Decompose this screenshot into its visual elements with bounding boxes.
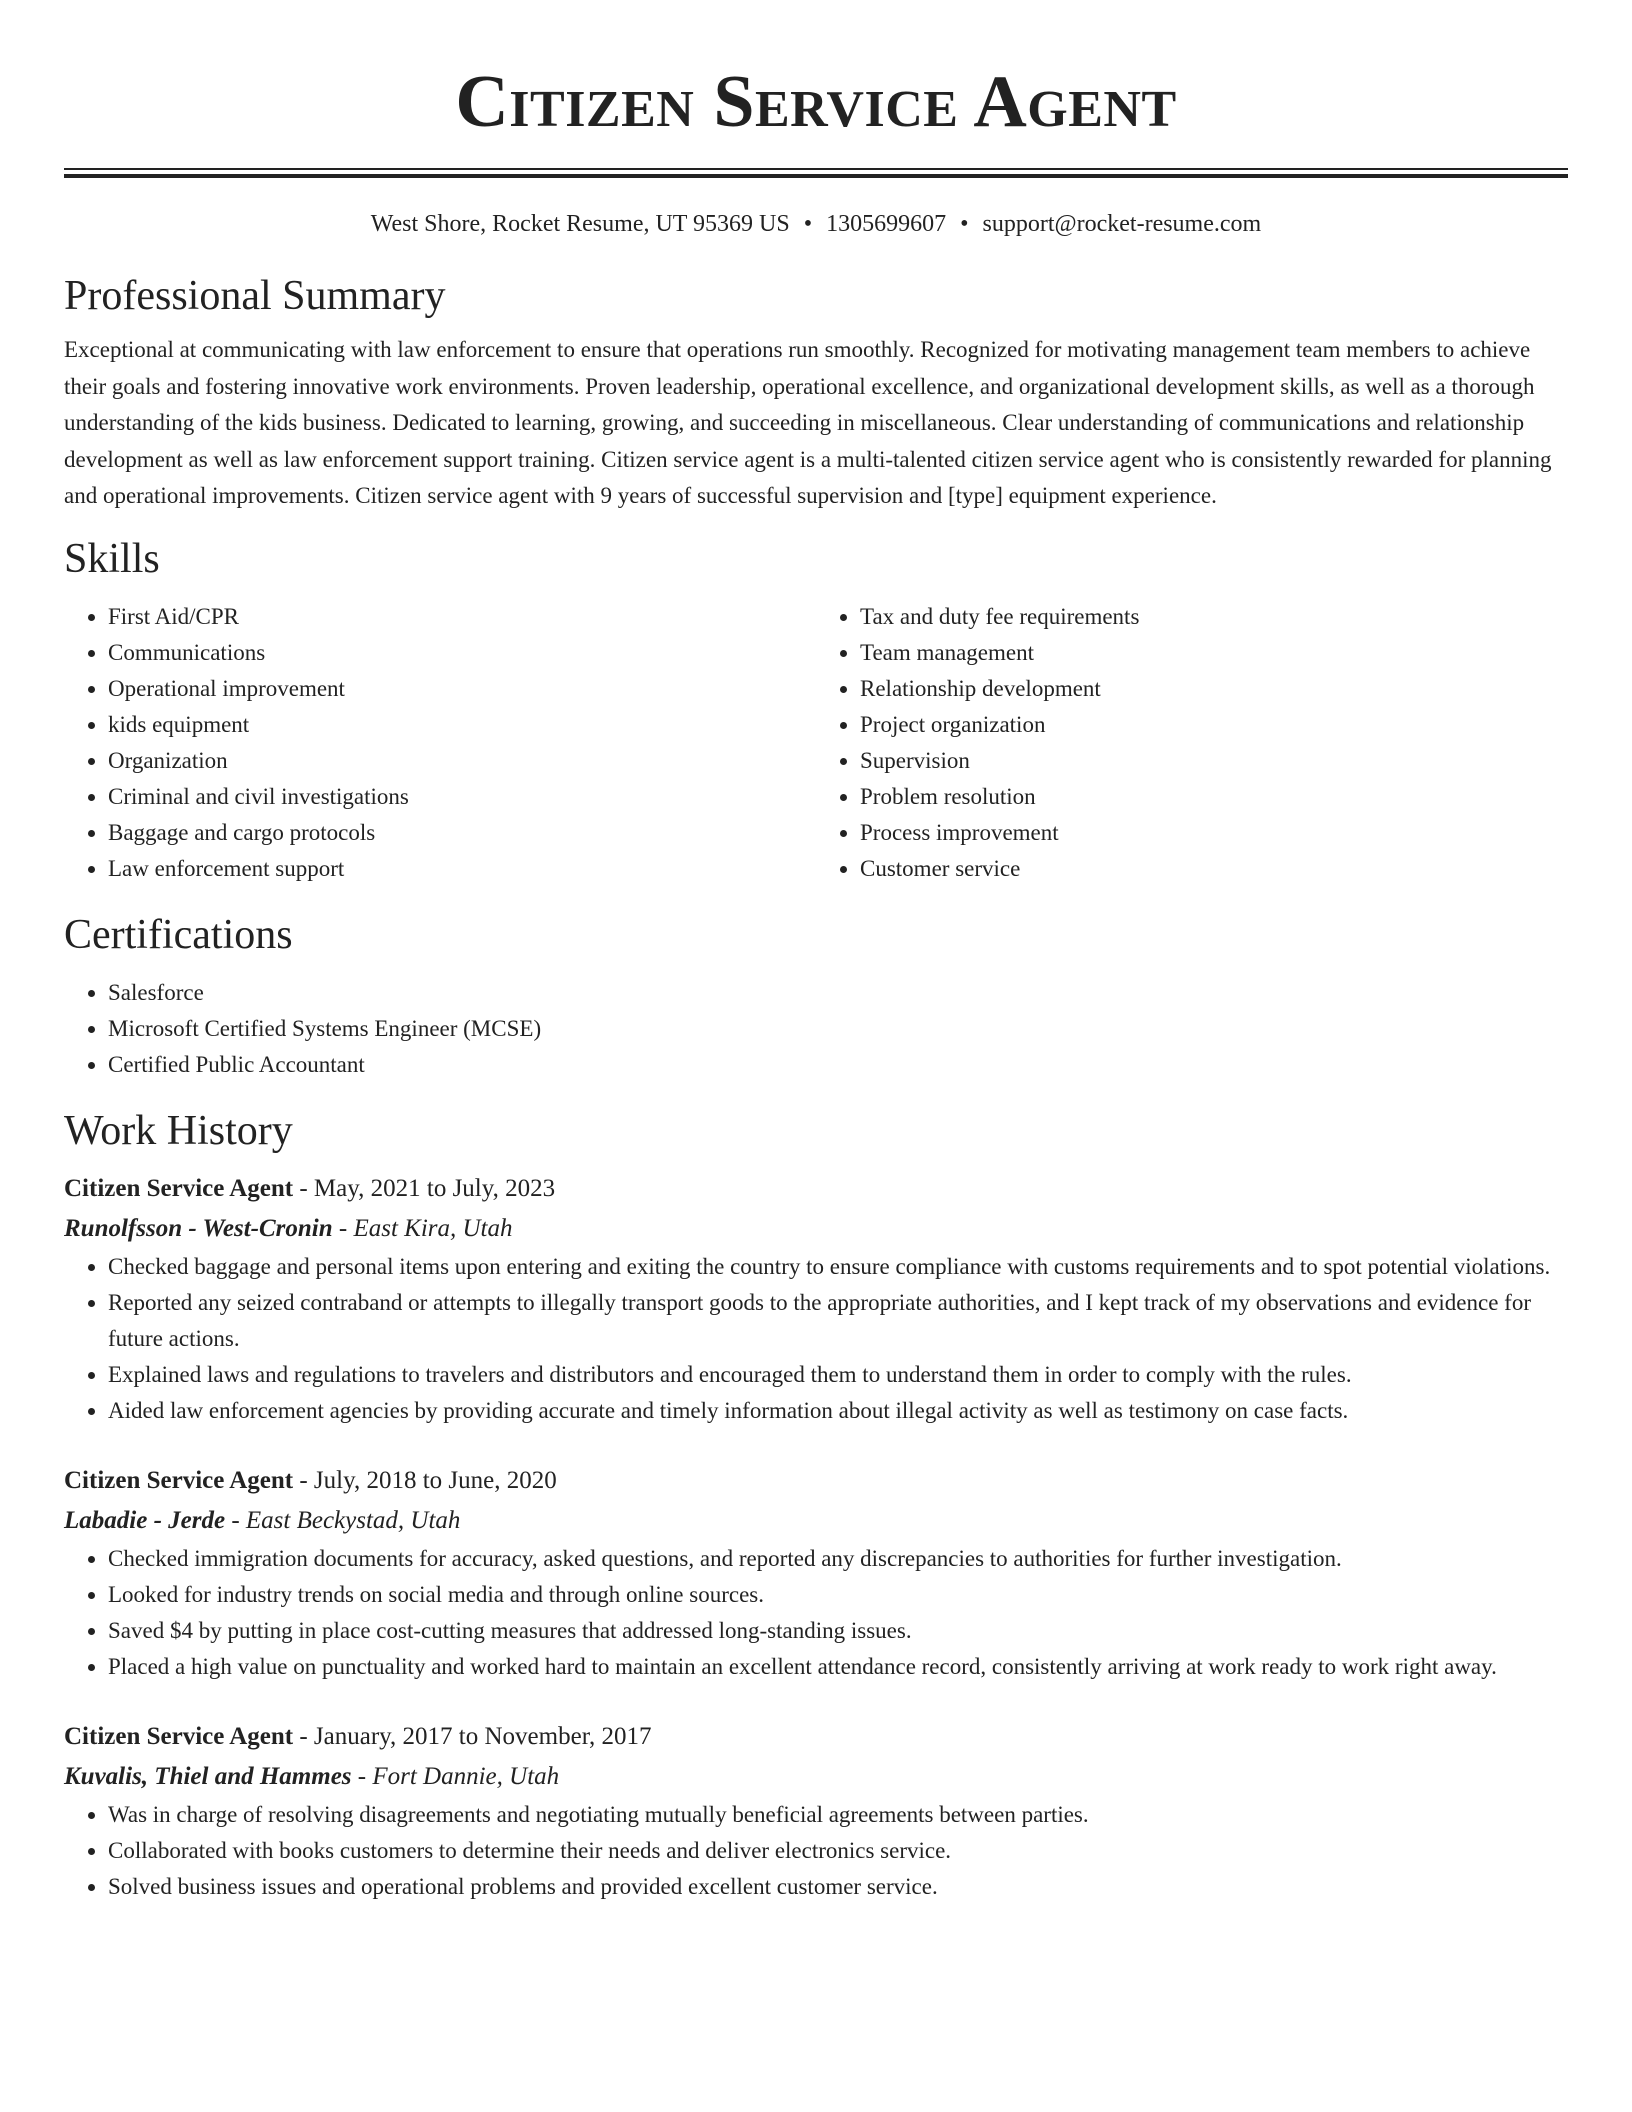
job-entry: [64, 1717, 1568, 1905]
job-bullet: • Checked immigration documents for accuracy, asked questions, and reported any discrepancies to authorities for further investigation.: [108, 1541, 1568, 1577]
job-title: Citizen Service Agent: [64, 1466, 294, 1494]
job-bullets: [64, 1541, 1568, 1685]
job-dates: - January, 2017 to November, 2017: [293, 1722, 652, 1750]
job-bullets: [64, 1797, 1568, 1905]
job-bullet: • Aided law enforcement agencies by providing accurate and timely information about illegal activity as well as testimony on case facts.: [108, 1393, 1568, 1429]
job-location: - East Beckystad, Utah: [225, 1506, 461, 1534]
skill-item: • Organization: [108, 743, 816, 779]
certifications-heading: Certifications: [64, 911, 293, 958]
contact-email[interactable]: support@rocket-resume.com: [982, 211, 1262, 237]
summary-section: [64, 270, 1568, 515]
job-bullet: • Explained laws and regulations to travelers and distributors and encouraged them to understand them in order to comply with the rules.: [108, 1357, 1568, 1393]
summary-text: Exceptional at communicating with law enforcement to ensure that operations run smoothly. Recognized for motivating management team members to achieve their goals and fostering innovative work environments. Proven leadership, operational excellence, and organizational development skills, as well as a thorough understanding of the kids business. Dedicated to learning, growing, and succeeding in miscellaneous. Clear understanding of communications and relationship development as well as law enforcement support training. Citizen service agent is a multi-talented citizen service agent who is consistently rewarded for planning and operational improvements. Citizen service agent with 9 years of successful supervision and [type] equipment experience.: [64, 337, 1552, 508]
job-title: Citizen Service Agent: [64, 1722, 294, 1750]
job-company: Runolfsson - West-Cronin: [64, 1214, 333, 1242]
skill-item: • Baggage and cargo protocols: [108, 815, 816, 851]
skill-item: • Relationship development: [860, 671, 1568, 707]
contact-address: West Shore, Rocket Resume, UT 95369 US: [370, 211, 790, 237]
skill-item: • Law enforcement support: [108, 851, 816, 887]
contact-separator: •: [803, 211, 813, 237]
skill-item: • First Aid/CPR: [108, 599, 816, 635]
resume-title: Citizen Service Agent: [455, 61, 1177, 143]
job-bullet: • Reported any seized contraband or attempts to illegally transport goods to the appropriate authorities, and I kept track of my observations and evidence for future actions.: [108, 1285, 1568, 1357]
certifications-section: [64, 909, 1568, 1083]
job-company: Labadie - Jerde: [64, 1506, 226, 1534]
title-double-rule: [64, 168, 1568, 178]
job-title-line: [64, 1169, 1568, 1209]
job-bullet: • Looked for industry trends on social media and through online sources.: [108, 1577, 1568, 1613]
skills-section: [64, 533, 1568, 887]
job-title-line: [64, 1461, 1568, 1501]
job-bullet: • Was in charge of resolving disagreements and negotiating mutually beneficial agreements between parties.: [108, 1797, 1568, 1833]
skill-item: • Project organization: [860, 707, 1568, 743]
job-location: - East Kira, Utah: [332, 1214, 513, 1242]
skills-columns: [64, 599, 1568, 887]
skill-item: • Process improvement: [860, 815, 1568, 851]
contact-phone: 1305699607: [826, 211, 947, 237]
job-title: Citizen Service Agent: [64, 1174, 294, 1202]
summary-heading: Professional Summary: [64, 273, 446, 319]
certification-item: • Certified Public Accountant: [108, 1047, 1568, 1083]
certification-item: • Microsoft Certified Systems Engineer (MCSE): [108, 1011, 1568, 1047]
job-company-line: [64, 1757, 1568, 1797]
skill-item: • Problem resolution: [860, 779, 1568, 815]
job-company-line: [64, 1501, 1568, 1541]
skills-list-right: [816, 599, 1568, 887]
job-bullet: • Placed a high value on punctuality and worked hard to maintain an excellent attendance record, consistently arriving at work ready to work right away.: [108, 1649, 1568, 1685]
job-bullets: [64, 1249, 1568, 1429]
job-location: - Fort Dannie, Utah: [351, 1762, 560, 1790]
contact-separator: •: [960, 211, 969, 237]
skill-item: • Team management: [860, 635, 1568, 671]
skill-item: • Customer service: [860, 851, 1568, 887]
skill-item: • Criminal and civil investigations: [108, 779, 816, 815]
contact-line: [64, 208, 1568, 240]
skill-item: • kids equipment: [108, 707, 816, 743]
job-company: Kuvalis, Thiel and Hammes: [64, 1762, 352, 1790]
skill-item: • Tax and duty fee requirements: [860, 599, 1568, 635]
skills-heading: Skills: [64, 535, 160, 582]
skill-item: • Operational improvement: [108, 671, 816, 707]
job-bullet: • Collaborated with books customers to determine their needs and deliver electronics service.: [108, 1833, 1568, 1869]
job-entry: [64, 1461, 1568, 1685]
job-company-line: [64, 1209, 1568, 1249]
job-dates: - May, 2021 to July, 2023: [293, 1174, 556, 1202]
job-bullet: • Checked baggage and personal items upon entering and exiting the country to ensure compliance with customs requirements and to spot potential violations.: [108, 1249, 1568, 1285]
skills-list-left: [64, 599, 816, 887]
job-title-line: [64, 1717, 1568, 1757]
certification-item: • Salesforce: [108, 975, 1568, 1011]
job-entry: [64, 1169, 1568, 1429]
skill-item: • Communications: [108, 635, 816, 671]
job-bullet: • Saved $4 by putting in place cost-cutting measures that addressed long-standing issues.: [108, 1613, 1568, 1649]
work-history-section: [64, 1105, 1568, 1905]
certifications-list: [64, 975, 1568, 1083]
skill-item: • Supervision: [860, 743, 1568, 779]
work-history-heading: Work History: [64, 1107, 293, 1154]
job-dates: - July, 2018 to June, 2020: [293, 1466, 557, 1494]
job-bullet: • Solved business issues and operational problems and provided excellent customer service.: [108, 1869, 1568, 1905]
